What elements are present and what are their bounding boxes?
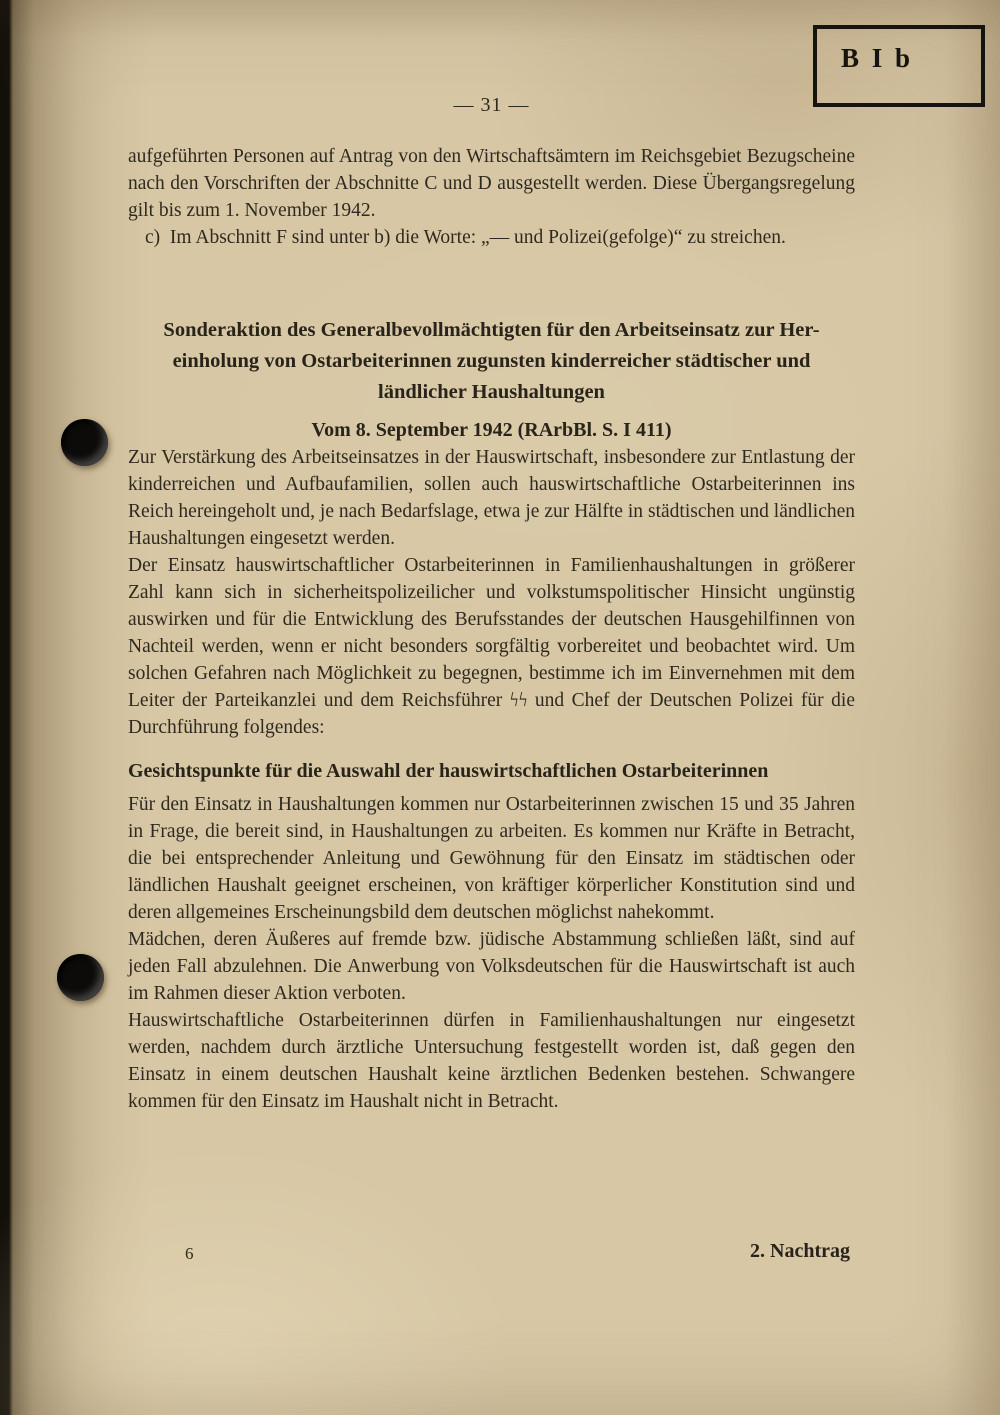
list-item-c-text: Im Abschnitt F sind unter b) die Worte: „— und Polizei(gefolge)“ zu streichen.: [169, 227, 786, 248]
continuation-paragraph: aufgeführten Personen auf Antrag von den Wirtschaftsämtern im Reichsgebiet Bezugscheine nach den Vorschriften der Abschnitte C und D ausgestellt werden. Diese Übergangsregelung gilt bis zum 1. November 1942.: [128, 146, 855, 221]
list-item-c-label: c): [145, 227, 161, 248]
hole-punch-bottom: [57, 954, 104, 1001]
section-heading: Gesichtspunkte für die Auswahl der hauswirtschaftlichen Ostarbeiterinnen: [128, 760, 769, 782]
decree-paragraph: Zur Verstärkung des Arbeitseinsatzes in der Hauswirtschaft, insbesondere zur Entlastung der kinderreichen und Aufbaufamilien, sollen auch hauswirtschaftliche Ostarbeiterinnen ins Reich hereingeholt und, je nach Bedarfslage, etwa je zur Hälfte in städtischen und ländlichen Haushaltungen eingesetzt werden.: [128, 447, 855, 549]
section-paragraph: Hauswirtschaftliche Ostarbeiterinnen dürfen in Familienhaushaltungen nur eingesetzt werden, nachdem durch ärztliche Untersuchung festgestellt worden ist, daß gegen den Einsatz in einem deutschen Haushalt keine ärztlichen Bedenken bestehen. Schwangere kommen für den Einsatz im Haushalt nicht in Betracht.: [128, 1010, 855, 1112]
decree-paragraph: Der Einsatz hauswirtschaftlicher Ostarbeiterinnen in Familienhaushaltungen in größerer Zahl kann sich in sicherheitspolizeilicher und volkstumspolitischer Hinsicht ungünstig auswirken und für die Entwicklung des Berufsstandes der deutschen Hausgehilfinnen von Nachteil werden, wenn er nicht besonders sorgfältig vorbereitet und beobachtet wird. Um solchen Gefahren nach Möglichkeit zu begegnen, bestimme ich im Einvernehmen mit dem Leiter der Parteikanzlei und dem Reichsführer ϟϟ und Chef der Deutschen Polizei für die Durchführung folgendes:: [128, 555, 855, 738]
list-item-c: [128, 224, 855, 251]
section-paragraph: Für den Einsatz in Haushaltungen kommen nur Ostarbeiterinnen zwischen 15 und 35 Jahren in Frage, die bereit sind, in Haushaltungen zu arbeiten. Es kommen nur Kräfte in Betracht, die bei entsprechender Anleitung und Gewöhnung für den Einsatz im städtischen oder ländlichen Haushalt geeignet erscheinen, von kräftiger körperlicher Konstitution sind und deren allgemeines Erscheinungsbild dem deutschen möglichst nahekommt.: [128, 794, 855, 923]
footer-page-mark: 6: [185, 1244, 194, 1263]
classification-mark: B I b: [841, 43, 914, 73]
hole-punch-top: [61, 419, 108, 466]
footer-supplement-label: 2. Nachtrag: [750, 1240, 850, 1262]
decree-title-line3: ländlicher Haushaltungen: [378, 381, 605, 403]
page-number: — 31 —: [453, 94, 530, 116]
section-paragraph: Mädchen, deren Äußeres auf fremde bzw. jüdische Abstammung schließen läßt, sind auf jeden Fall abzulehnen. Die Anwerbung von Volksdeutschen für die Hauswirtschaft ist auch im Rahmen dieser Aktion verboten.: [128, 929, 855, 1004]
decree-title-line2: einholung von Ostarbeiterinnen zugunsten kinderreicher städtischer und: [172, 350, 811, 372]
decree-title: [128, 315, 855, 408]
text-column: [128, 143, 855, 1115]
decree-title-line1: Sonderaktion des Generalbevollmächtigten für den Arbeitseinsatz zur Her-: [163, 319, 820, 341]
decree-date-line: Vom 8. September 1942 (RArbBl. S. I 411): [311, 419, 672, 441]
